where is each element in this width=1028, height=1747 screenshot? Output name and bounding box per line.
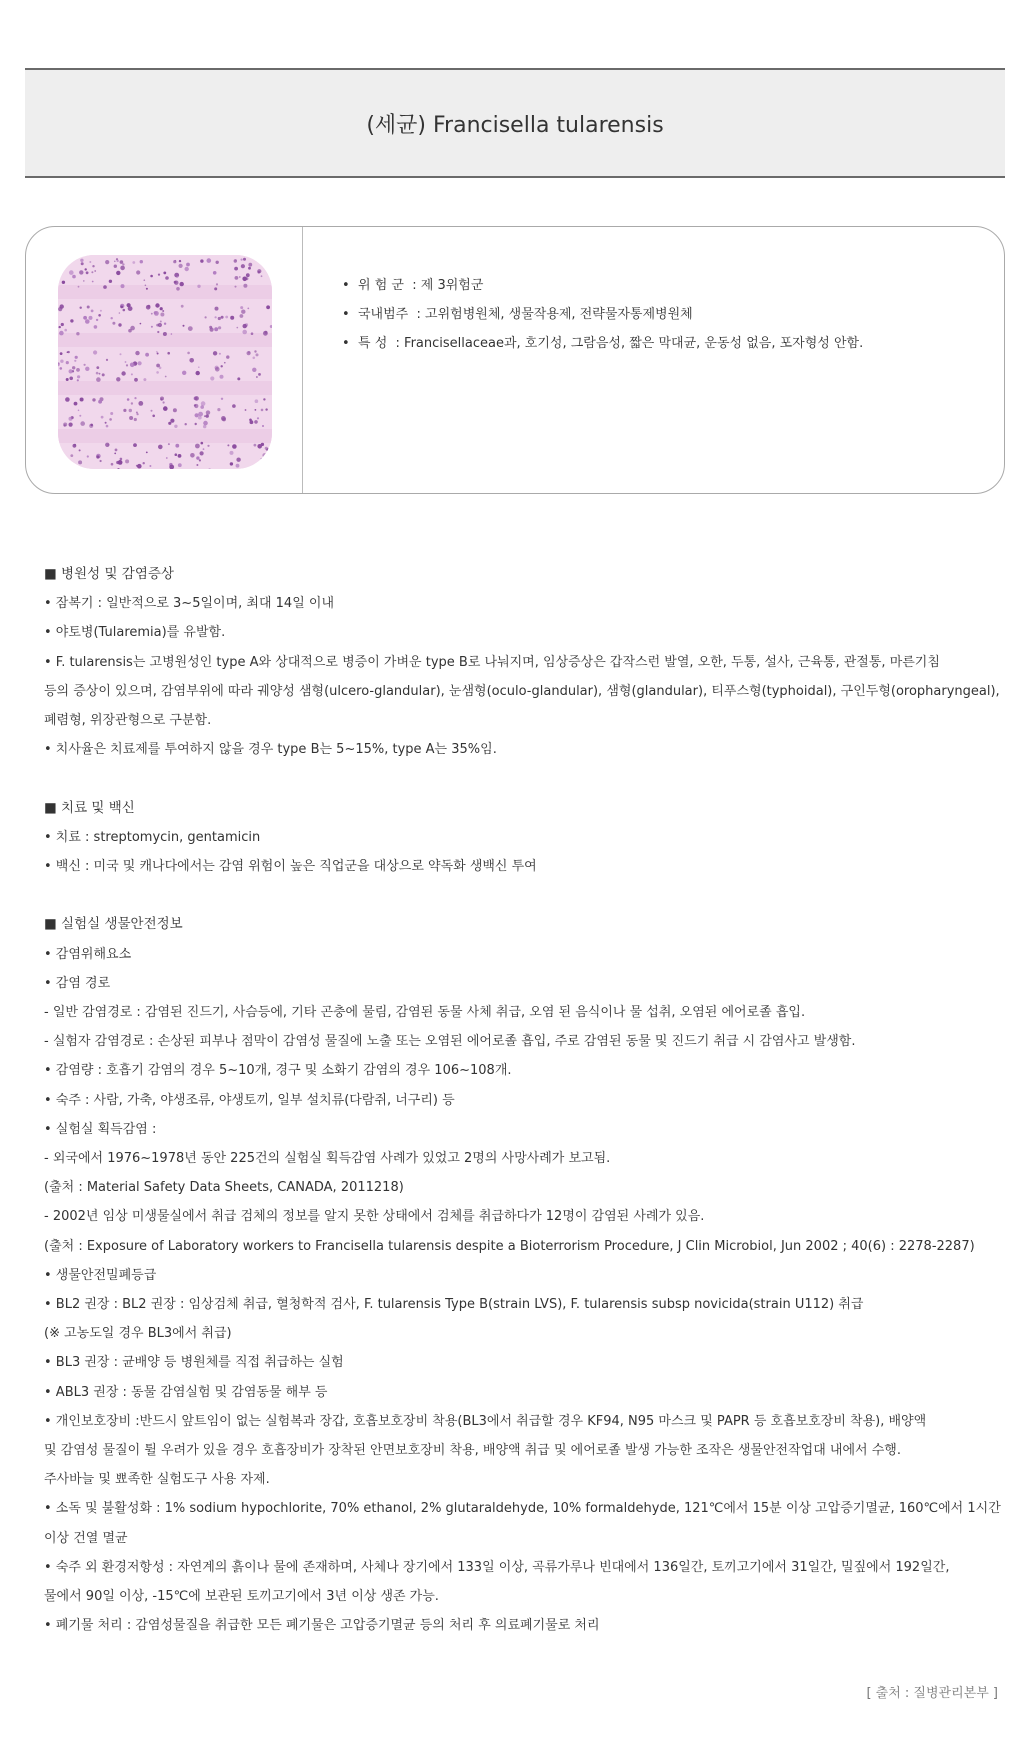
text-line: • 감염 경로 — [44, 975, 111, 991]
info-item-domestic-category — [342, 300, 863, 329]
text-line: • 폐기물 처리 : 감염성물질을 취급한 모든 폐기물은 고압증기멸균 등의 처리 후 의료폐기물로 처리 — [44, 1618, 600, 1634]
text-line: - 일반 감염경로 : 감염된 진드기, 사슴등에, 기타 곤충에 물림, 감염된 동물 사체 취급, 오염 된 음식이나 물 섭취, 오염된 에어로졸 흡입. — [44, 1005, 806, 1021]
info-sep: : — [395, 336, 400, 351]
info-label: 위 험 군 — [358, 278, 404, 293]
text-line: 주사바늘 및 뾰족한 실험도구 사용 자제. — [44, 1472, 270, 1488]
info-label: 특 성 — [358, 336, 388, 351]
info-divider — [302, 227, 303, 493]
text-line: 등의 증상이 있으며, 감염부위에 따라 궤양성 샘형(ulcero-glandular), 눈샘형(oculo-glandular), 샘형(glandular), 티푸스형(typhoidal), 구인두형(oropharyngeal), — [44, 683, 1000, 699]
text-line: • 잠복기 : 일반적으로 3~5일이며, 최대 14일 이내 — [44, 596, 335, 612]
text-line: • 생물안전밀폐등급 — [44, 1267, 157, 1283]
bullet-icon: • — [342, 307, 350, 322]
text-line: • 치료 : streptomycin, gentamicin — [44, 829, 261, 845]
info-value: 제 3위험군 — [420, 278, 484, 293]
bullet-icon: • — [342, 336, 350, 351]
content-body — [44, 560, 1001, 1640]
text-line: 이상 건열 멸균 — [44, 1530, 128, 1546]
info-value: Francisellaceae과, 호기성, 그람음성, 짧은 막대균, 운동성 없음, 포자형성 안함. — [404, 336, 864, 351]
section-heading-pathogenicity: ■ 병원성 및 감염증상 — [44, 566, 174, 582]
info-value: 고위험병원체, 생물작용제, 전략물자통제병원체 — [425, 307, 693, 322]
text-line: 및 감염성 물질이 튈 우려가 있을 경우 호흡장비가 장착된 안면보호장비 착용, 배양액 취급 및 에어로졸 발생 가능한 조작은 생물안전작업대 내에서 수행. — [44, 1443, 901, 1459]
info-sep: : — [416, 307, 421, 322]
text-line: (※ 고농도일 경우 BL3에서 취급) — [44, 1326, 232, 1342]
text-line: • 개인보호장비 :반드시 앞트임이 없는 실험복과 장갑, 호흡보호장비 착용(BL3에서 취급할 경우 KF94, N95 마스크 및 PAPR 등 호흡보호장비 착용), 배양액 — [44, 1413, 927, 1429]
text-line: • BL2 권장 : BL2 권장 : 임상검체 취급, 혈청학적 검사, F. tularensis Type B(strain LVS), F. tularensis subsp novicida(strain U112) 취급 — [44, 1297, 864, 1313]
text-line: • 소독 및 불활성화 : 1% sodium hypochlorite, 70% ethanol, 2% glutaraldehyde, 10% formaldehyde, 121℃에서 15분 이상 고압증기멸균, 160℃에서 1시간 — [44, 1501, 1001, 1517]
info-sep: : — [412, 278, 417, 293]
text-line: • 치사율은 치료제를 투여하지 않을 경우 type B는 5~15%, type A는 35%임. — [44, 742, 497, 758]
bullet-icon: • — [342, 278, 350, 293]
text-line: - 실험자 감염경로 : 손상된 피부나 점막이 감염성 물질에 노출 또는 오염된 에어로졸 흡입, 주로 감염된 동물 및 진드기 취급 시 감염사고 발생함. — [44, 1034, 856, 1050]
text-line: (출처 : Material Safety Data Sheets, CANADA, 2011218) — [44, 1180, 404, 1196]
source-credit: [ 출처 : 질병관리본부 ] — [866, 1686, 998, 1701]
page-title: (세균) Francisella tularensis — [366, 112, 664, 138]
info-item-risk-group — [342, 271, 863, 300]
text-line: (출처 : Exposure of Laboratory workers to Francisella tularensis despite a Bioterrorism Procedure, J Clin Microbiol, Jun 2002 ; 40(6) : 2278-2287) — [44, 1238, 975, 1254]
text-line: • 야토병(Tularemia)를 유발함. — [44, 625, 226, 641]
text-line: • BL3 권장 : 균배양 등 병원체를 직접 취급하는 실험 — [44, 1355, 344, 1371]
text-line: • 숙주 : 사람, 가축, 야생조류, 야생토끼, 일부 설치류(다람쥐, 너구리) 등 — [44, 1092, 455, 1108]
text-line: - 외국에서 1976~1978년 동안 225건의 실험실 획득감염 사례가 있었고 2명의 사망사례가 보고됨. — [44, 1151, 611, 1167]
text-line: - 2002년 임상 미생물실에서 취급 검체의 정보를 알지 못한 상태에서 검체를 취급하다가 12명이 감염된 사례가 있음. — [44, 1209, 705, 1225]
text-line: 폐렴형, 위장관형으로 구분함. — [44, 713, 212, 729]
text-line: • F. tularensis는 고병원성인 type A와 상대적으로 병증이 가벼운 type B로 나눠지며, 임상증상은 갑작스런 발열, 오한, 두통, 설사, 근육통, 관절통, 마른기침 — [44, 654, 940, 670]
title-bar — [25, 68, 1005, 178]
section-heading-biosafety: ■ 실험실 생물안전정보 — [44, 916, 183, 933]
text-line: • 감염위해요소 — [44, 946, 132, 962]
info-item-characteristics — [342, 329, 863, 358]
text-line: • ABL3 권장 : 동물 감염실험 및 감염동물 해부 등 — [44, 1384, 328, 1400]
info-list — [342, 271, 863, 358]
text-line: • 숙주 외 환경저항성 : 자연계의 흙이나 물에 존재하며, 사체나 장기에서 133일 이상, 곡류가루나 빈대에서 136일간, 토끼고기에서 31일간, 밀짚에서 192일간, — [44, 1559, 950, 1575]
text-line: • 백신 : 미국 및 캐나다에서는 감염 위험이 높은 직업군을 대상으로 약독화 생백신 투여 — [44, 859, 537, 875]
text-line: • 실험실 획득감염 : — [44, 1121, 157, 1137]
text-line: • 감염량 : 호흡기 감염의 경우 5~10개, 경구 및 소화기 감염의 경우 106~108개. — [44, 1063, 512, 1079]
text-line: 물에서 90일 이상, -15℃에 보관된 토끼고기에서 3년 이상 생존 가능. — [44, 1589, 439, 1605]
info-box — [25, 226, 1005, 494]
section-heading-treatment: ■ 치료 및 백신 — [44, 799, 135, 816]
info-label: 국내범주 — [358, 307, 409, 322]
micrograph-image — [58, 255, 272, 469]
